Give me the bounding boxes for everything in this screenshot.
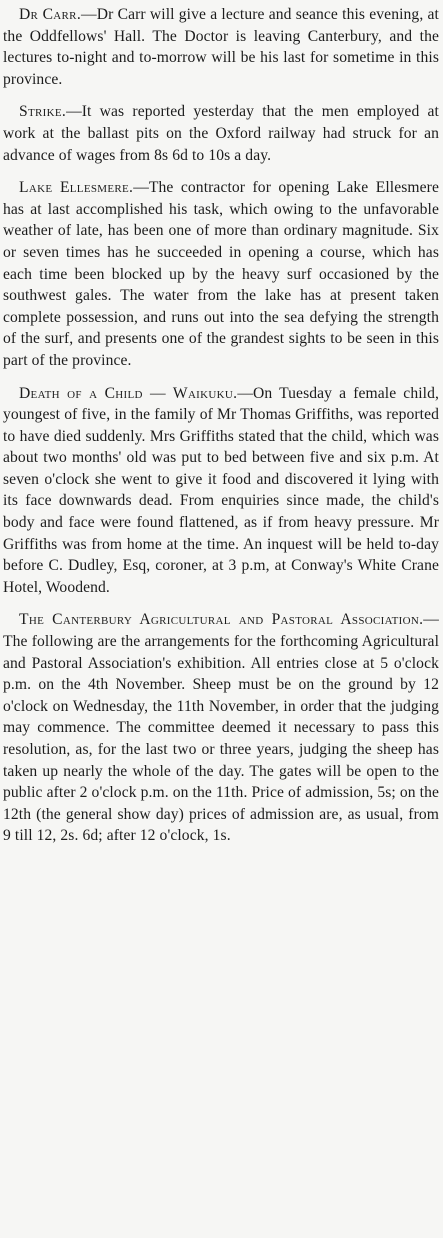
article-heading: Death of a Child — Waikuku. bbox=[19, 384, 238, 402]
article-body: —On Tuesday a female child, youngest of five, in the family of Mr Thomas Griffiths, was reported to have died suddenly. Mrs Griffiths stated that the child, which was about two months' old was put to bed between five and six p.m. At seven o'clock she went to give it food and discovered it lying with its face downwards dead. From enquiries since made, the child's body and face were found flattened, as if from heavy pressure. Mr Griffiths was from home at the time. An inquest will be held to-day before C. Dudley, Esq, coroner, at 3 p.m, at Conway's White Crane Hotel, Woodend. bbox=[3, 384, 439, 596]
article-lake-ellesmere bbox=[3, 177, 439, 371]
article-dr-carr bbox=[3, 4, 439, 90]
article-death-of-a-child bbox=[3, 383, 439, 599]
article-heading: Strike. bbox=[19, 103, 67, 121]
article-heading: The Canterbury Agricultural and Pastoral Association. bbox=[19, 611, 424, 629]
article-body: —It was reported yesterday that the men employed at work at the ballast pits on the Oxford railway had struck for an advance of wages from 8s 6d to 10s a day. bbox=[3, 103, 439, 164]
article-body: —The contractor for opening Lake Ellesmere has at last accomplished his task, which owing to the unfavorable weather of late, has been one of more than ordinary magnitude. Six or seven times has he succeeded in opening a course, which has each time been blocked up by the heavy surf occasioned by the southwest gales. The water from the lake has at present taken complete possession, and runs out into the sea defying the strength of the surf, and presents one of the grandest sights to be seen in this part of the province. bbox=[3, 179, 439, 369]
article-body: —Dr Carr will give a lecture and seance this evening, at the Oddfellows' Hall. The Doctor is leaving Canterbury, and the lectures to-night and to-morrow will be his last for sometime in this province. bbox=[3, 6, 439, 88]
article-heading: Dr Carr. bbox=[19, 6, 82, 23]
article-body: —The following are the arrangements for the forthcoming Agricultural and Pastoral Association's exhibition. All entries close at 5 o'clock p.m. on the 4th November. Sheep must be on the ground by 12 o'clock on Wednesday, the 11th November, in order that the judging may commence. The committee deemed it necessary to pass this resolution, as, for the last two or three years, judging the sheep has taken up nearly the whole of the day. The gates will be open to the public after 2 o'clock p.m. on the 11th. Price of admission, 5s; on the 12th (the general show day) prices of admission are, as usual, from 9 till 12, 2s. 6d; after 12 o'clock, 1s. bbox=[3, 611, 439, 845]
article-heading: Lake Ellesmere. bbox=[19, 179, 134, 197]
article-strike bbox=[3, 101, 439, 166]
newspaper-column bbox=[3, 4, 439, 847]
article-agricultural-association bbox=[3, 609, 439, 847]
